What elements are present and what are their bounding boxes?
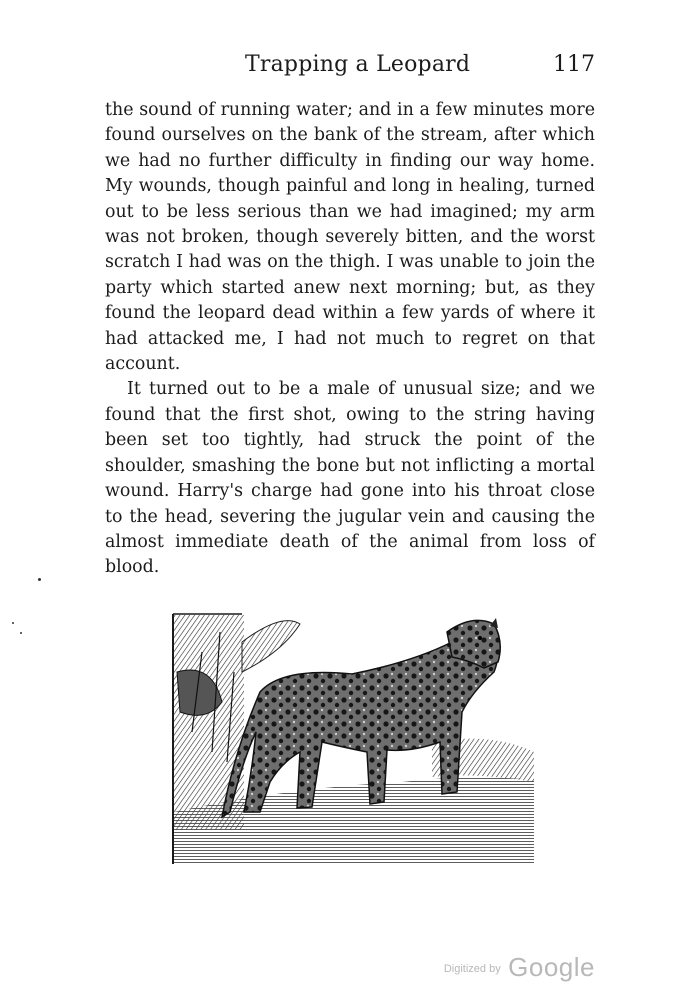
- watermark-brand: Google: [508, 952, 595, 982]
- running-title: Trapping a Leopard: [245, 52, 471, 77]
- paragraph-2: It turned out to be a male of unusual size; and we found that the first shot, owing to the string having been set too tightly, had struck the point of the shoulder, smashing the bone but not inflicting a mortal wound. Harry's charge had gone into his throat close to the head, severing the jugular vein and causing the almost immediate death of the animal from loss of blood.: [105, 379, 595, 578]
- page-header: [105, 52, 595, 82]
- scan-speck: [12, 622, 14, 624]
- body-text: [105, 98, 595, 581]
- page-number: 117: [553, 52, 595, 77]
- digitized-watermark: [444, 952, 595, 983]
- leopard-illustration: [172, 612, 534, 864]
- scan-speck: [20, 632, 22, 634]
- watermark-prefix: Digitized by: [443, 963, 501, 975]
- leopard-engraving-icon: [172, 612, 534, 864]
- scan-speck: [38, 578, 41, 581]
- paragraph-1: the sound of running water; and in a few minutes more found ourselves on the bank of the stream, after which we had no further difficulty in finding our way home. My wounds, though painful and long in healing, turned out to be less serious than we had imagined; my arm was not broken, though severely bitten, and the worst scratch I had was on the thigh. I was unable to join the party which started anew next morning; but, as they found the leopard dead within a few yards of where it had attacked me, I had not much to regret on that account.: [105, 100, 595, 375]
